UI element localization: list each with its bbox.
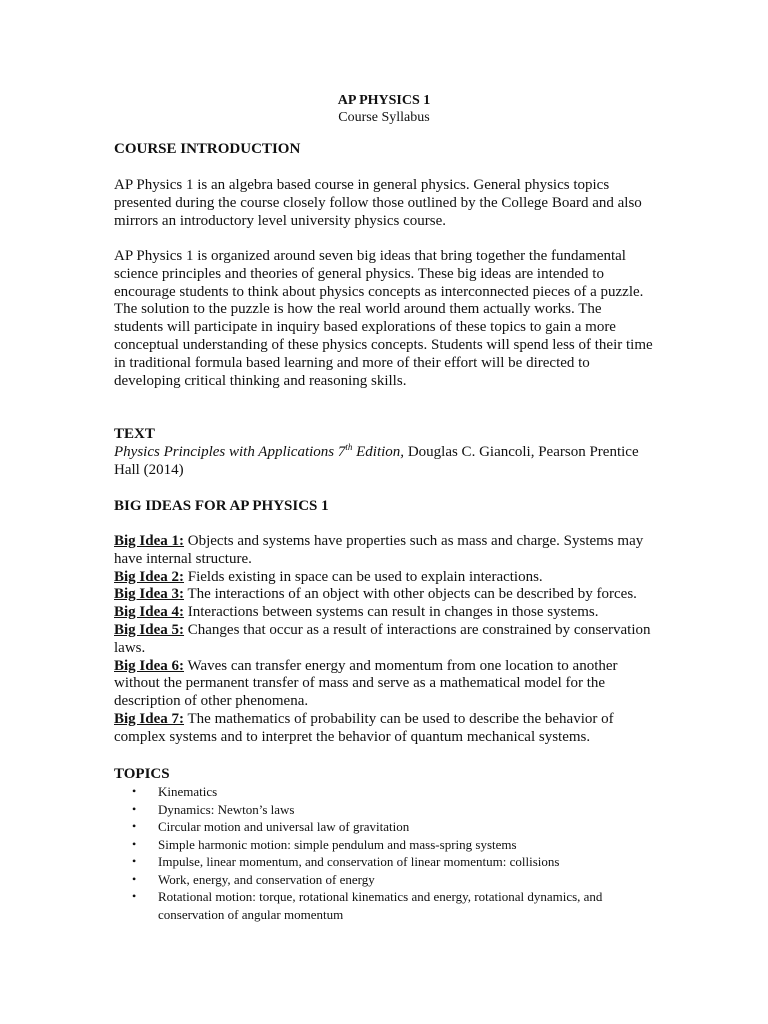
big-idea-item — [114, 711, 654, 747]
big-idea-label: Big Idea 4: — [114, 604, 185, 621]
page-subtitle: Course Syllabus — [338, 110, 430, 125]
big-idea-text: Objects and systems have properties such as mass and charge. Systems may have internal structure. — [114, 533, 644, 567]
course-intro-heading: COURSE INTRODUCTION — [114, 141, 301, 157]
big-idea-label: Big Idea 3: — [114, 586, 185, 603]
list-item — [132, 783, 662, 801]
big-idea-text: The mathematics of probability can be used to describe the behavior of complex systems and to interpret the behavior of quantum mechanical systems. — [114, 710, 614, 745]
course-intro-paragraph-1 — [114, 177, 654, 230]
big-ideas-heading: BIG IDEAS FOR AP PHYSICS 1 — [114, 498, 329, 514]
page-title: AP PHYSICS 1 — [337, 93, 431, 108]
bullet-icon: • — [132, 889, 137, 903]
list-item — [132, 801, 662, 819]
big-ideas-list — [114, 533, 654, 747]
list-item — [132, 888, 662, 923]
big-idea-item — [114, 622, 654, 658]
course-intro-paragraph-2 — [114, 248, 654, 390]
big-idea-label: Big Idea 5: — [114, 621, 185, 638]
topic-text: Simple harmonic motion: simple pendulum and mass-spring systems — [158, 836, 517, 852]
big-idea-item — [114, 604, 654, 622]
big-idea-item — [114, 533, 654, 569]
bullet-icon: • — [132, 784, 137, 798]
bullet-icon: • — [132, 819, 137, 833]
intro-paragraph-1-text: AP Physics 1 is an algebra based course in general physics. General physics topics presented during the course closely follow those outlined by the College Board and also mirrors an introductory level university physics course. — [114, 177, 642, 229]
topics-heading: TOPICS — [114, 766, 170, 782]
big-idea-label: Big Idea 7: — [114, 710, 185, 727]
topic-text: Work, energy, and conservation of energy — [158, 871, 375, 887]
author-publisher: Douglas C. Giancoli, Pearson Prentice Hall (2014) — [114, 444, 639, 478]
big-idea-text: The interactions of an object with other objects can be described by forces. — [184, 586, 637, 603]
big-idea-text: Fields existing in space can be used to explain interactions. — [184, 568, 543, 585]
list-item — [132, 836, 662, 854]
edition-superscript: th — [345, 442, 353, 452]
big-idea-item — [114, 586, 654, 604]
list-item — [132, 818, 662, 836]
big-idea-item — [114, 658, 654, 711]
big-idea-label: Big Idea 1: — [114, 533, 185, 549]
bullet-icon: • — [132, 871, 137, 886]
big-idea-label: Big Idea 6: — [114, 657, 185, 674]
edition-word: Edition, — [352, 444, 405, 460]
topic-text: Kinematics — [158, 784, 218, 799]
text-heading: TEXT — [114, 426, 155, 442]
intro-paragraph-2-text: AP Physics 1 is organized around seven big ideas that bring together the fundamental science principles and theories of general physics. These big ideas are intended to encourage students to think about physics concepts as interconnected pieces of a puzzle. The solution to the puzzle is how the real world around them actually works. The students will participate in inquiry based explorations of these topics to gain a more conceptual understanding of these physics concepts. Students will spend less of their time in traditional formula based learning and more of their effort will be directed to developing critical thinking and reasoning skills. — [114, 248, 653, 389]
big-idea-text: Waves can transfer energy and momentum from one location to another without the permanent transfer of mass and serve as a mathematical model for the description of other phenomena. — [114, 657, 618, 710]
bullet-icon: • — [132, 836, 137, 851]
bullet-icon: • — [132, 801, 137, 816]
list-item — [132, 871, 662, 889]
list-item — [132, 853, 662, 871]
big-idea-text: Changes that occur as a result of interactions are constrained by conservation laws. — [114, 621, 651, 656]
big-idea-text: Interactions between systems can result in changes in those systems. — [184, 604, 599, 621]
book-title: Physics Principles with Applications 7 — [114, 444, 346, 460]
bullet-icon: • — [132, 854, 137, 868]
topics-list — [132, 783, 662, 923]
topic-text: Circular motion and universal law of gravitation — [158, 819, 410, 834]
topic-text: Rotational motion: torque, rotational kinematics and energy, rotational dynamics, and conservation of angular momentum — [158, 889, 603, 922]
textbook-citation-line — [114, 444, 654, 480]
big-idea-item — [114, 569, 654, 587]
topic-text: Impulse, linear momentum, and conservation of linear momentum: collisions — [158, 854, 560, 869]
topic-text: Dynamics: Newton’s laws — [158, 801, 295, 817]
textbook-citation — [114, 444, 654, 480]
big-idea-label: Big Idea 2: — [114, 568, 185, 585]
